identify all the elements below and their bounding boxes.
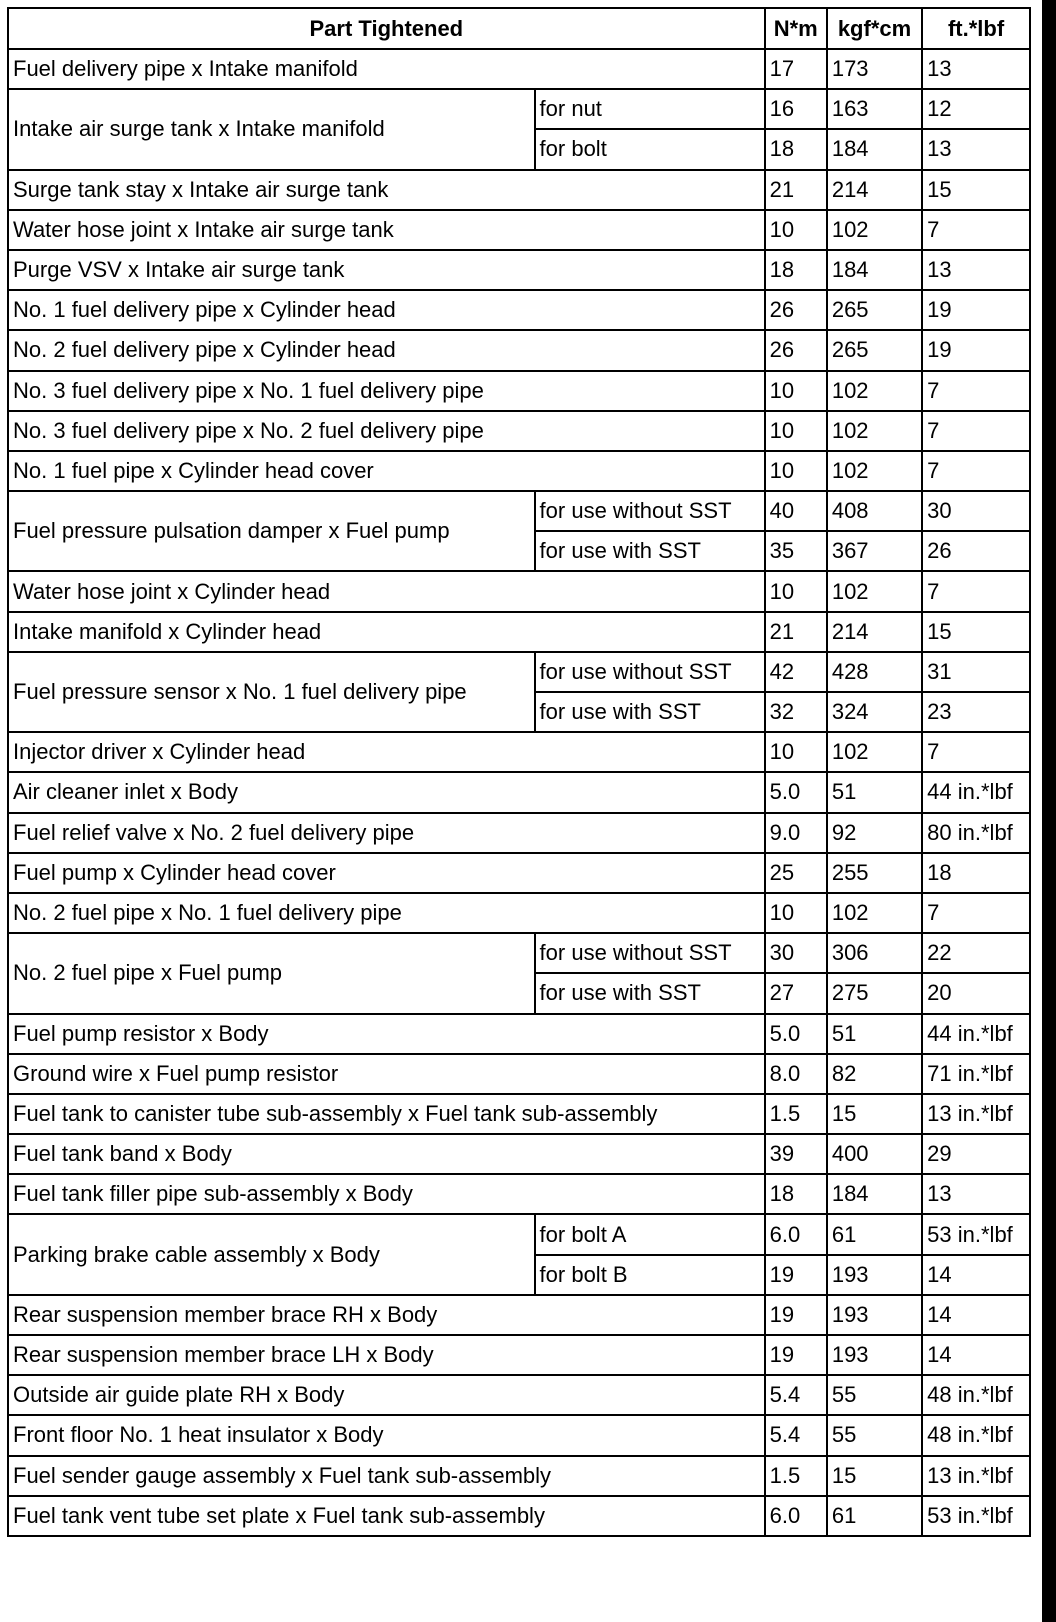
table-row: [8, 1295, 1030, 1335]
kgf-cm-cell: 214: [827, 170, 922, 210]
header-part-tightened: Part Tightened: [8, 8, 765, 49]
nm-cell: 32: [765, 692, 827, 732]
kgf-cm-cell: 400: [827, 1134, 922, 1174]
part-cell: Rear suspension member brace RH x Body: [8, 1295, 765, 1335]
ft-lbf-cell: 13: [922, 250, 1030, 290]
nm-cell: 10: [765, 210, 827, 250]
table-row: [8, 89, 1030, 129]
part-cell: No. 3 fuel delivery pipe x No. 1 fuel delivery pipe: [8, 371, 765, 411]
ft-lbf-cell: 13: [922, 1174, 1030, 1214]
nm-cell: 26: [765, 330, 827, 370]
kgf-cm-cell: 214: [827, 612, 922, 652]
ft-lbf-cell: 31: [922, 652, 1030, 692]
nm-cell: 5.0: [765, 772, 827, 812]
part-cell: Intake manifold x Cylinder head: [8, 612, 765, 652]
ft-lbf-cell: 48 in.*lbf: [922, 1375, 1030, 1415]
kgf-cm-cell: 163: [827, 89, 922, 129]
condition-cell: for use with SST: [535, 692, 765, 732]
nm-cell: 25: [765, 853, 827, 893]
torque-spec-table: [7, 7, 1031, 1537]
table-row: [8, 1335, 1030, 1375]
ft-lbf-cell: 26: [922, 531, 1030, 571]
part-cell: Water hose joint x Intake air surge tank: [8, 210, 765, 250]
table-row: [8, 1456, 1030, 1496]
nm-cell: 18: [765, 250, 827, 290]
table-row: [8, 1214, 1030, 1254]
part-cell: Ground wire x Fuel pump resistor: [8, 1054, 765, 1094]
condition-cell: for use without SST: [535, 491, 765, 531]
table-row: [8, 491, 1030, 531]
ft-lbf-cell: 13 in.*lbf: [922, 1456, 1030, 1496]
part-cell: Fuel tank to canister tube sub-assembly x Fuel tank sub-assembly: [8, 1094, 765, 1134]
nm-cell: 10: [765, 571, 827, 611]
ft-lbf-cell: 13 in.*lbf: [922, 1094, 1030, 1134]
nm-cell: 10: [765, 451, 827, 491]
nm-cell: 21: [765, 170, 827, 210]
kgf-cm-cell: 193: [827, 1255, 922, 1295]
table-row: [8, 411, 1030, 451]
header-kgf-cm: kgf*cm: [827, 8, 922, 49]
part-cell: Intake air surge tank x Intake manifold: [8, 89, 535, 169]
table-row: [8, 853, 1030, 893]
table-row: [8, 893, 1030, 933]
ft-lbf-cell: 14: [922, 1295, 1030, 1335]
condition-cell: for use with SST: [535, 531, 765, 571]
part-cell: Parking brake cable assembly x Body: [8, 1214, 535, 1294]
nm-cell: 8.0: [765, 1054, 827, 1094]
ft-lbf-cell: 44 in.*lbf: [922, 1014, 1030, 1054]
table-row: [8, 612, 1030, 652]
kgf-cm-cell: 102: [827, 210, 922, 250]
table-row: [8, 772, 1030, 812]
table-row: [8, 1054, 1030, 1094]
header-nm: N*m: [765, 8, 827, 49]
table-row: [8, 1375, 1030, 1415]
ft-lbf-cell: 18: [922, 853, 1030, 893]
kgf-cm-cell: 15: [827, 1456, 922, 1496]
table-row: [8, 1496, 1030, 1536]
table-row: [8, 652, 1030, 692]
nm-cell: 6.0: [765, 1496, 827, 1536]
kgf-cm-cell: 184: [827, 129, 922, 169]
kgf-cm-cell: 55: [827, 1415, 922, 1455]
nm-cell: 10: [765, 371, 827, 411]
table-row: [8, 250, 1030, 290]
table-row: [8, 170, 1030, 210]
table-row: [8, 49, 1030, 89]
nm-cell: 21: [765, 612, 827, 652]
kgf-cm-cell: 367: [827, 531, 922, 571]
nm-cell: 5.4: [765, 1375, 827, 1415]
header-ft-lbf: ft.*lbf: [922, 8, 1030, 49]
ft-lbf-cell: 7: [922, 732, 1030, 772]
ft-lbf-cell: 71 in.*lbf: [922, 1054, 1030, 1094]
kgf-cm-cell: 102: [827, 371, 922, 411]
kgf-cm-cell: 61: [827, 1496, 922, 1536]
part-cell: No. 2 fuel pipe x No. 1 fuel delivery pipe: [8, 893, 765, 933]
part-cell: Fuel pressure sensor x No. 1 fuel delivery pipe: [8, 652, 535, 732]
kgf-cm-cell: 82: [827, 1054, 922, 1094]
ft-lbf-cell: 13: [922, 49, 1030, 89]
part-cell: No. 2 fuel delivery pipe x Cylinder head: [8, 330, 765, 370]
nm-cell: 18: [765, 129, 827, 169]
ft-lbf-cell: 15: [922, 170, 1030, 210]
table-row: [8, 813, 1030, 853]
kgf-cm-cell: 275: [827, 973, 922, 1013]
part-cell: Outside air guide plate RH x Body: [8, 1375, 765, 1415]
condition-cell: for nut: [535, 89, 765, 129]
kgf-cm-cell: 102: [827, 571, 922, 611]
condition-cell: for bolt: [535, 129, 765, 169]
ft-lbf-cell: 53 in.*lbf: [922, 1496, 1030, 1536]
nm-cell: 27: [765, 973, 827, 1013]
ft-lbf-cell: 15: [922, 612, 1030, 652]
ft-lbf-cell: 7: [922, 893, 1030, 933]
ft-lbf-cell: 22: [922, 933, 1030, 973]
page-edge-bar: [1042, 0, 1056, 1622]
ft-lbf-cell: 7: [922, 411, 1030, 451]
kgf-cm-cell: 51: [827, 772, 922, 812]
table-row: [8, 571, 1030, 611]
table-body: [8, 49, 1030, 1536]
kgf-cm-cell: 61: [827, 1214, 922, 1254]
ft-lbf-cell: 19: [922, 290, 1030, 330]
part-cell: No. 1 fuel pipe x Cylinder head cover: [8, 451, 765, 491]
ft-lbf-cell: 14: [922, 1335, 1030, 1375]
nm-cell: 17: [765, 49, 827, 89]
kgf-cm-cell: 408: [827, 491, 922, 531]
part-cell: Fuel pressure pulsation damper x Fuel pump: [8, 491, 535, 571]
part-cell: Purge VSV x Intake air surge tank: [8, 250, 765, 290]
nm-cell: 6.0: [765, 1214, 827, 1254]
kgf-cm-cell: 428: [827, 652, 922, 692]
kgf-cm-cell: 265: [827, 290, 922, 330]
nm-cell: 35: [765, 531, 827, 571]
nm-cell: 1.5: [765, 1456, 827, 1496]
table-row: [8, 933, 1030, 973]
table-row: [8, 290, 1030, 330]
condition-cell: for use with SST: [535, 973, 765, 1013]
ft-lbf-cell: 44 in.*lbf: [922, 772, 1030, 812]
ft-lbf-cell: 12: [922, 89, 1030, 129]
nm-cell: 9.0: [765, 813, 827, 853]
kgf-cm-cell: 92: [827, 813, 922, 853]
part-cell: Surge tank stay x Intake air surge tank: [8, 170, 765, 210]
kgf-cm-cell: 102: [827, 451, 922, 491]
kgf-cm-cell: 102: [827, 893, 922, 933]
table-row: [8, 1014, 1030, 1054]
kgf-cm-cell: 51: [827, 1014, 922, 1054]
part-cell: Fuel pump x Cylinder head cover: [8, 853, 765, 893]
nm-cell: 10: [765, 411, 827, 451]
ft-lbf-cell: 7: [922, 451, 1030, 491]
part-cell: Front floor No. 1 heat insulator x Body: [8, 1415, 765, 1455]
ft-lbf-cell: 20: [922, 973, 1030, 1013]
nm-cell: 19: [765, 1295, 827, 1335]
nm-cell: 30: [765, 933, 827, 973]
part-cell: No. 1 fuel delivery pipe x Cylinder head: [8, 290, 765, 330]
kgf-cm-cell: 306: [827, 933, 922, 973]
kgf-cm-cell: 173: [827, 49, 922, 89]
ft-lbf-cell: 13: [922, 129, 1030, 169]
part-cell: Fuel tank filler pipe sub-assembly x Body: [8, 1174, 765, 1214]
table-row: [8, 330, 1030, 370]
kgf-cm-cell: 55: [827, 1375, 922, 1415]
kgf-cm-cell: 255: [827, 853, 922, 893]
nm-cell: 5.4: [765, 1415, 827, 1455]
table-row: [8, 1094, 1030, 1134]
part-cell: Fuel delivery pipe x Intake manifold: [8, 49, 765, 89]
nm-cell: 10: [765, 893, 827, 933]
kgf-cm-cell: 102: [827, 411, 922, 451]
table-row: [8, 451, 1030, 491]
ft-lbf-cell: 29: [922, 1134, 1030, 1174]
ft-lbf-cell: 7: [922, 210, 1030, 250]
nm-cell: 1.5: [765, 1094, 827, 1134]
kgf-cm-cell: 193: [827, 1295, 922, 1335]
table-row: [8, 210, 1030, 250]
nm-cell: 39: [765, 1134, 827, 1174]
nm-cell: 18: [765, 1174, 827, 1214]
condition-cell: for use without SST: [535, 652, 765, 692]
part-cell: Rear suspension member brace LH x Body: [8, 1335, 765, 1375]
kgf-cm-cell: 265: [827, 330, 922, 370]
part-cell: Air cleaner inlet x Body: [8, 772, 765, 812]
condition-cell: for use without SST: [535, 933, 765, 973]
nm-cell: 16: [765, 89, 827, 129]
nm-cell: 19: [765, 1255, 827, 1295]
part-cell: Fuel tank band x Body: [8, 1134, 765, 1174]
kgf-cm-cell: 324: [827, 692, 922, 732]
ft-lbf-cell: 30: [922, 491, 1030, 531]
nm-cell: 42: [765, 652, 827, 692]
kgf-cm-cell: 184: [827, 1174, 922, 1214]
header-row: [8, 8, 1030, 49]
part-cell: Fuel tank vent tube set plate x Fuel tank sub-assembly: [8, 1496, 765, 1536]
ft-lbf-cell: 80 in.*lbf: [922, 813, 1030, 853]
part-cell: Fuel relief valve x No. 2 fuel delivery pipe: [8, 813, 765, 853]
nm-cell: 26: [765, 290, 827, 330]
table-row: [8, 371, 1030, 411]
ft-lbf-cell: 14: [922, 1255, 1030, 1295]
condition-cell: for bolt A: [535, 1214, 765, 1254]
ft-lbf-cell: 53 in.*lbf: [922, 1214, 1030, 1254]
part-cell: Fuel sender gauge assembly x Fuel tank sub-assembly: [8, 1456, 765, 1496]
ft-lbf-cell: 19: [922, 330, 1030, 370]
kgf-cm-cell: 193: [827, 1335, 922, 1375]
kgf-cm-cell: 102: [827, 732, 922, 772]
part-cell: Fuel pump resistor x Body: [8, 1014, 765, 1054]
part-cell: Injector driver x Cylinder head: [8, 732, 765, 772]
table-row: [8, 732, 1030, 772]
ft-lbf-cell: 48 in.*lbf: [922, 1415, 1030, 1455]
part-cell: No. 2 fuel pipe x Fuel pump: [8, 933, 535, 1013]
nm-cell: 40: [765, 491, 827, 531]
nm-cell: 10: [765, 732, 827, 772]
table-row: [8, 1134, 1030, 1174]
nm-cell: 5.0: [765, 1014, 827, 1054]
kgf-cm-cell: 184: [827, 250, 922, 290]
table-row: [8, 1174, 1030, 1214]
part-cell: No. 3 fuel delivery pipe x No. 2 fuel delivery pipe: [8, 411, 765, 451]
ft-lbf-cell: 23: [922, 692, 1030, 732]
ft-lbf-cell: 7: [922, 371, 1030, 411]
table-row: [8, 1415, 1030, 1455]
kgf-cm-cell: 15: [827, 1094, 922, 1134]
nm-cell: 19: [765, 1335, 827, 1375]
condition-cell: for bolt B: [535, 1255, 765, 1295]
part-cell: Water hose joint x Cylinder head: [8, 571, 765, 611]
ft-lbf-cell: 7: [922, 571, 1030, 611]
